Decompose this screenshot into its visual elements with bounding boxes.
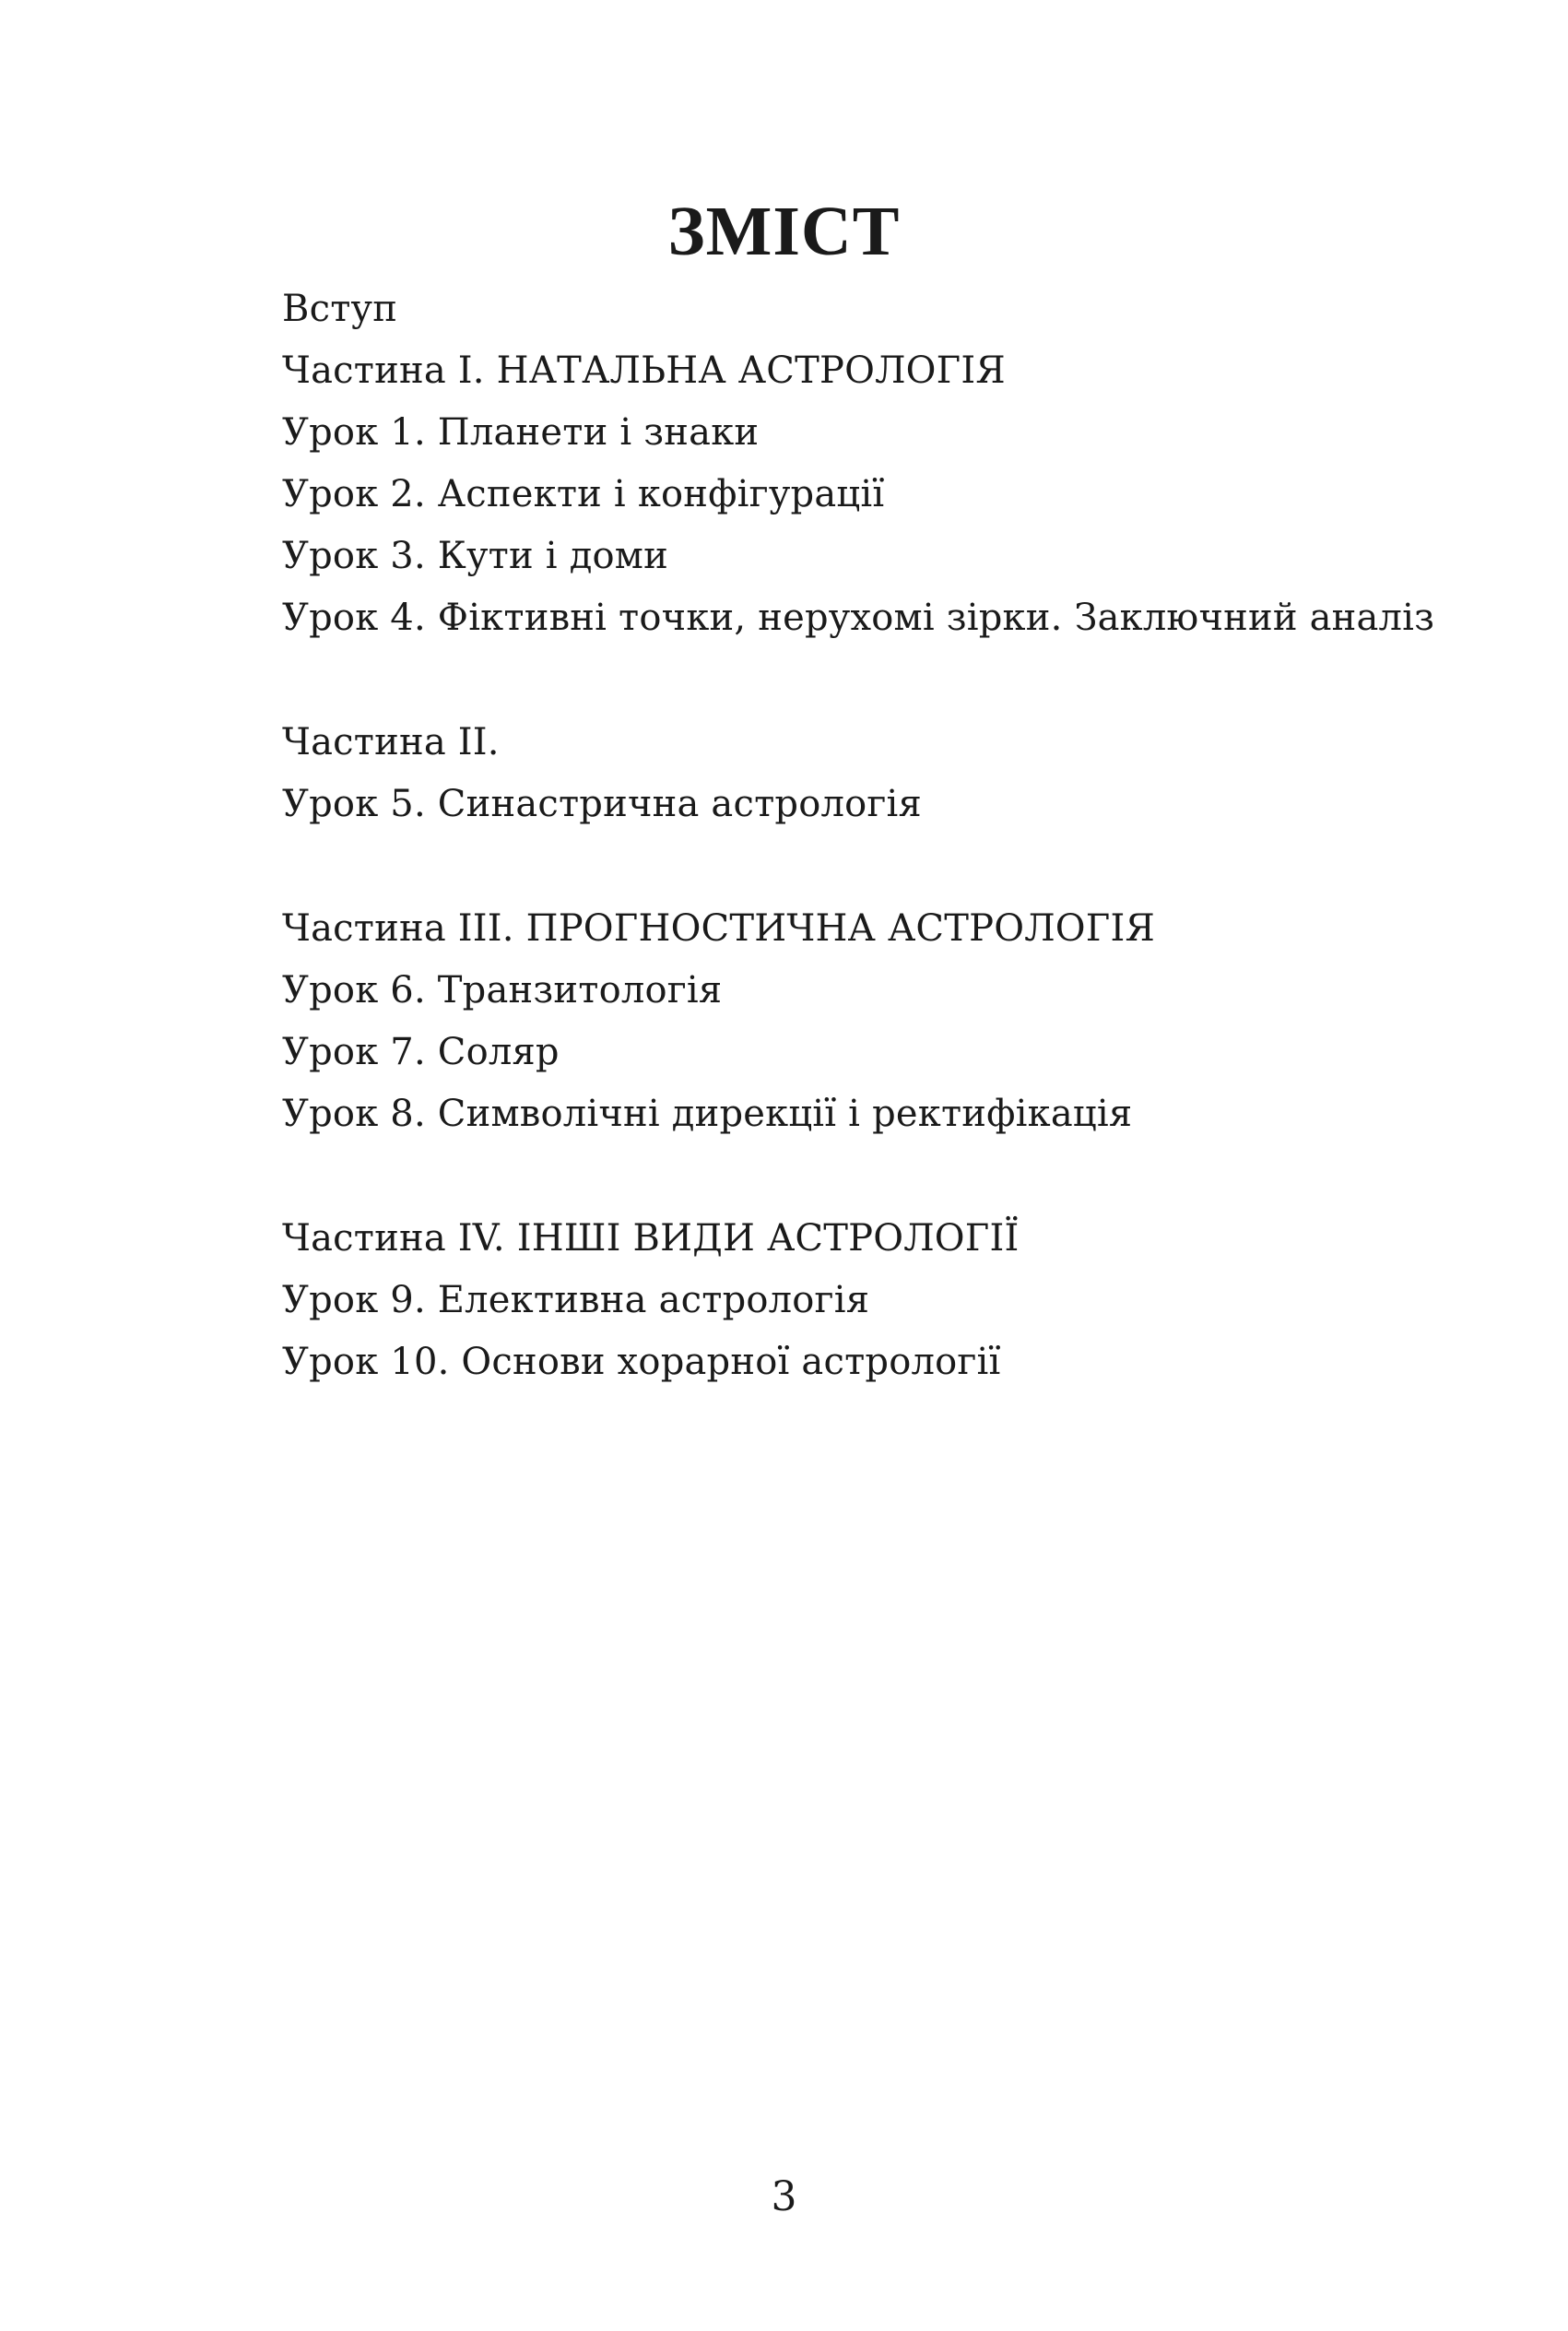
toc-group-part-3	[282, 898, 1425, 1145]
toc-entry-lesson-6: Урок 6. Транзитологія	[282, 969, 723, 1012]
toc-entry-lesson-5: Урок 5. Синастрична астрологія	[282, 783, 922, 825]
page-number: 3	[771, 2173, 797, 2220]
toc-entry-lesson-9: Урок 9. Елективна астрологія	[282, 1279, 870, 1321]
toc-entry-part-3: Частина III. ПРОГНОСТИЧНА АСТРОЛОГІЯ	[282, 907, 1155, 950]
toc-entry-lesson-3: Урок 3. Кути і доми	[282, 535, 668, 577]
page-title: ЗМІСТ	[667, 193, 901, 270]
toc-entry-lesson-4: Урок 4. Фіктивні точки, нерухомі зірки. Заключний аналіз	[282, 597, 1435, 639]
toc-entry-intro: Вступ	[282, 288, 398, 330]
toc-entry-part-4: Частина IV. ІНШІ ВИДИ АСТРОЛОГІЇ	[282, 1217, 1020, 1260]
toc-entry-lesson-10: Урок 10. Основи хорарної астрології	[282, 1341, 1001, 1383]
toc-entry-part-2: Частина II.	[282, 721, 500, 763]
toc-entry-lesson-7: Урок 7. Соляр	[282, 1031, 560, 1073]
toc-group-part-2	[282, 712, 1425, 835]
toc-entry-lesson-8: Урок 8. Символічні дирекції і ректифікація	[282, 1093, 1133, 1135]
toc-entry-lesson-1: Урок 1. Планети і знаки	[282, 411, 760, 454]
table-of-contents	[282, 278, 1435, 1393]
toc-entry-part-1: Частина I. НАТАЛЬНА АСТРОЛОГІЯ	[282, 349, 1006, 392]
toc-entry-lesson-2: Урок 2. Аспекти і конфігурації	[282, 473, 885, 515]
toc-group-part-4	[282, 1208, 1425, 1393]
toc-group-part-1	[282, 278, 1435, 649]
